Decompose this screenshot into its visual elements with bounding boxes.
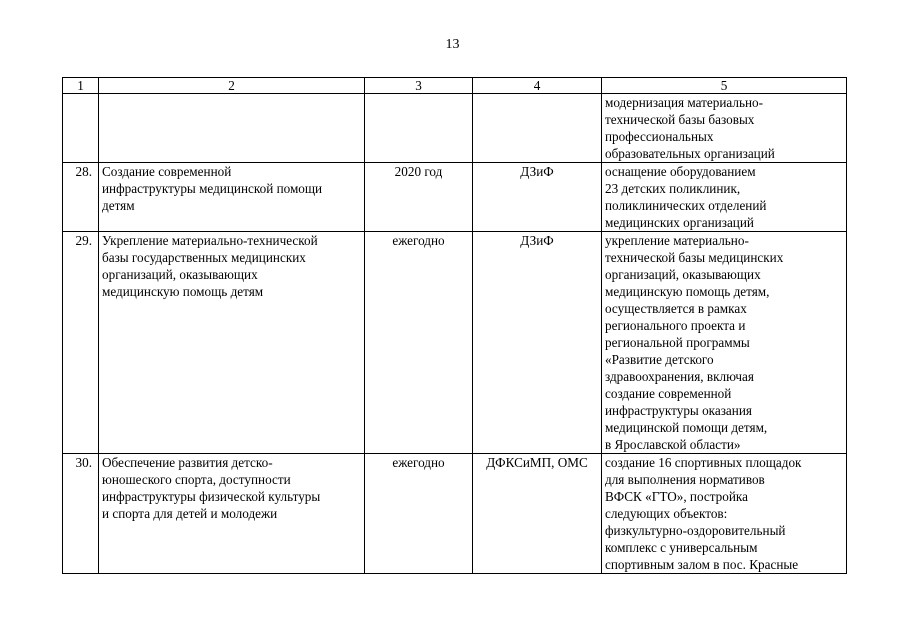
measure-name: Создание современной инфраструктуры медицинской помощи детям (99, 163, 365, 232)
header-cell-1: 1 (63, 78, 99, 94)
measure-result: модернизация материально- технической базы базовых профессиональных образовательных организаций (602, 94, 847, 163)
measure-executor: ДФКСиМП, ОМС (473, 454, 602, 574)
measure-result: оснащение оборудованием 23 детских поликлиник, поликлинических отделений медицинских организаций (602, 163, 847, 232)
table-row (63, 163, 847, 232)
measure-executor: ДЗиФ (473, 163, 602, 232)
table-row (63, 454, 847, 574)
measure-executor (473, 94, 602, 163)
measure-result: создание 16 спортивных площадок для выполнения нормативов ВФСК «ГТО», постройка следующих объектов: физкультурно-оздоровительный комплекс с универсальным спортивным залом в пос. Красные (602, 454, 847, 574)
page-number: 13 (445, 37, 460, 52)
table-row (63, 232, 847, 454)
table-row (63, 94, 847, 163)
row-number (63, 94, 99, 163)
table-header-row (63, 78, 847, 94)
header-cell-5: 5 (602, 78, 847, 94)
measure-executor: ДЗиФ (473, 232, 602, 454)
measure-term (365, 94, 473, 163)
measure-term: ежегодно (365, 232, 473, 454)
measure-name (99, 94, 365, 163)
measure-term: ежегодно (365, 454, 473, 574)
row-number: 28. (63, 163, 99, 232)
header-cell-4: 4 (473, 78, 602, 94)
header-cell-2: 2 (99, 78, 365, 94)
measure-term: 2020 год (365, 163, 473, 232)
measure-result: укрепление материально- технической базы медицинских организаций, оказывающих медицинскую помощь детям, осуществляется в рамках регионального проекта и региональной программы «Развитие детского здравоохранения, включая создание современной инфраструктуры оказания медицинской помощи детям, в Ярославской области» (602, 232, 847, 454)
row-number: 30. (63, 454, 99, 574)
measure-name: Обеспечение развития детско- юношеского спорта, доступности инфраструктуры физической культуры и спорта для детей и молодежи (99, 454, 365, 574)
row-number: 29. (63, 232, 99, 454)
header-cell-3: 3 (365, 78, 473, 94)
measure-name: Укрепление материально-технической базы государственных медицинских организаций, оказывающих медицинскую помощь детям (99, 232, 365, 454)
measures-table (62, 77, 847, 574)
